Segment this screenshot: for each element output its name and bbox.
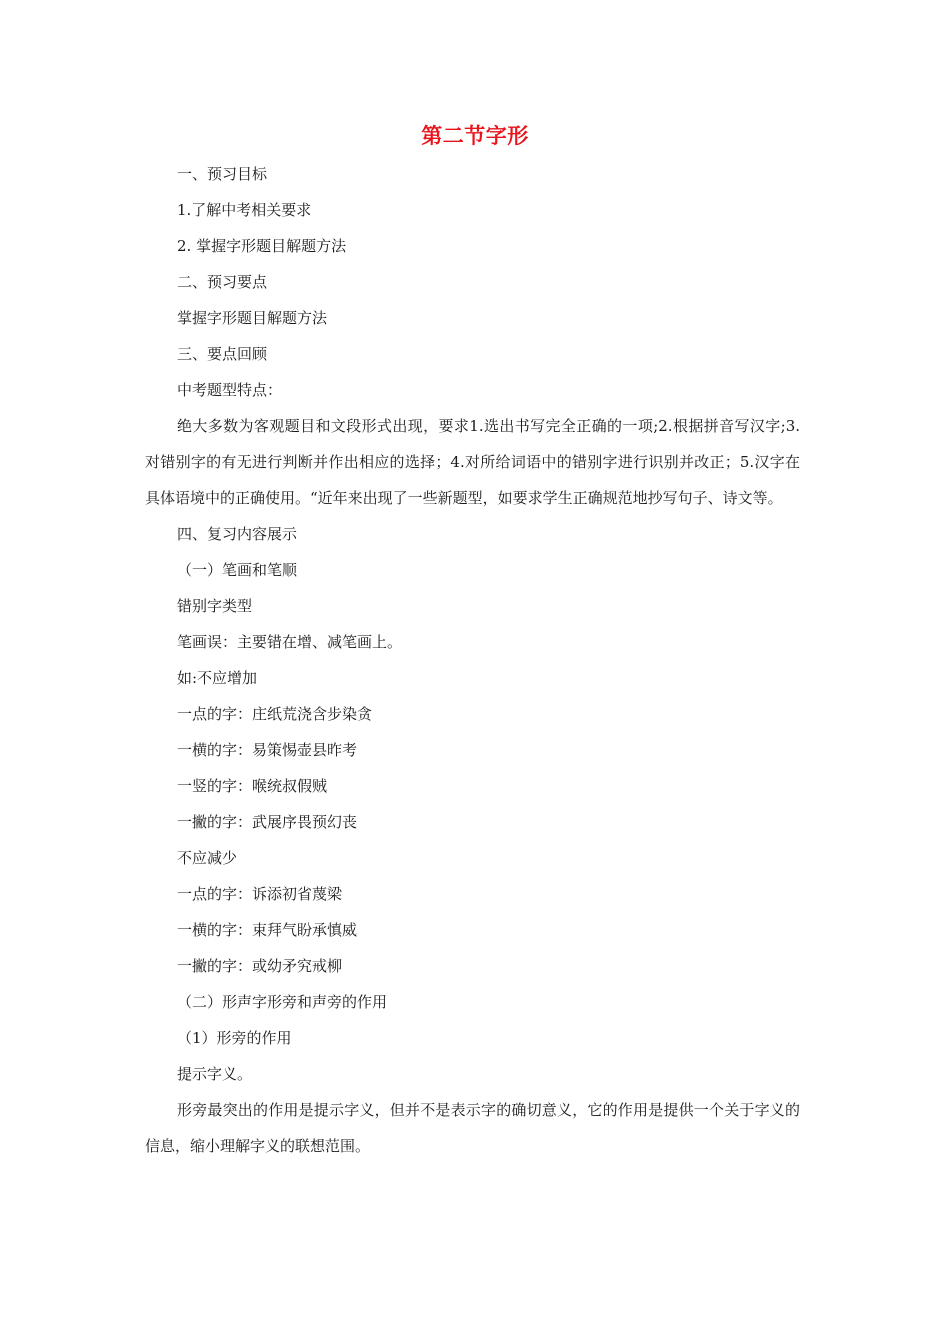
section-heading-preview-goals: 一、预习目标: [177, 165, 268, 183]
text-line: 如:不应增加: [177, 669, 258, 687]
text-line: 掌握字形题目解题方法: [177, 309, 328, 327]
section-heading-review: 三、要点回顾: [177, 345, 268, 363]
example-line: 一点的字：庄纸荒浇含步染贪: [177, 705, 373, 723]
subsection-heading: （二）形声字形旁和声旁的作用: [177, 993, 388, 1011]
text-line: 错别字类型: [177, 597, 253, 615]
document-body: [145, 156, 805, 1164]
text-line: 提示字义。: [177, 1065, 253, 1083]
text-line: 不应减少: [177, 849, 238, 867]
list-item: 2. 掌握字形题目解题方法: [177, 237, 347, 255]
document-title: 第二节字形: [421, 124, 529, 148]
example-line: 一横的字：易策惕壶县昨考: [177, 741, 358, 759]
example-line: 一竖的字：喉统叔假贼: [177, 777, 328, 795]
example-line: 一横的字：束拜气盼承慎威: [177, 921, 358, 939]
example-line: 一撇的字：或幼矛究戒柳: [177, 957, 343, 975]
body-paragraph: 形旁最突出的作用是提示字义，但并不是表示字的确切意义，它的作用是提供一个关于字义的信息，缩小理解字义的联想范围。: [145, 1101, 800, 1155]
text-line: 笔画误：主要错在增、减笔画上。: [177, 633, 403, 651]
example-line: 一撇的字：武展序畏预幻丧: [177, 813, 358, 831]
section-heading-content: 四、复习内容展示: [177, 525, 298, 543]
section-heading-preview-points: 二、预习要点: [177, 273, 268, 291]
subsection-heading: （1）形旁的作用: [177, 1029, 292, 1047]
example-line: 一点的字：诉添初省蔑梁: [177, 885, 343, 903]
body-paragraph: 绝大多数为客观题目和文段形式出现，要求1.选出书写完全正确的一项;2.根据拼音写汉字;3.对错别字的有无进行判断并作出相应的选择；4.对所给词语中的错别字进行识别并改正；5.汉字在具体语境中的正确使用。“近年来出现了一些新题型，如要求学生正确规范地抄写句子、诗文等。: [145, 417, 800, 507]
text-line: 中考题型特点：: [177, 381, 283, 399]
list-item: 1.了解中考相关要求: [177, 201, 312, 219]
subsection-heading: （一）笔画和笔顺: [177, 561, 298, 579]
